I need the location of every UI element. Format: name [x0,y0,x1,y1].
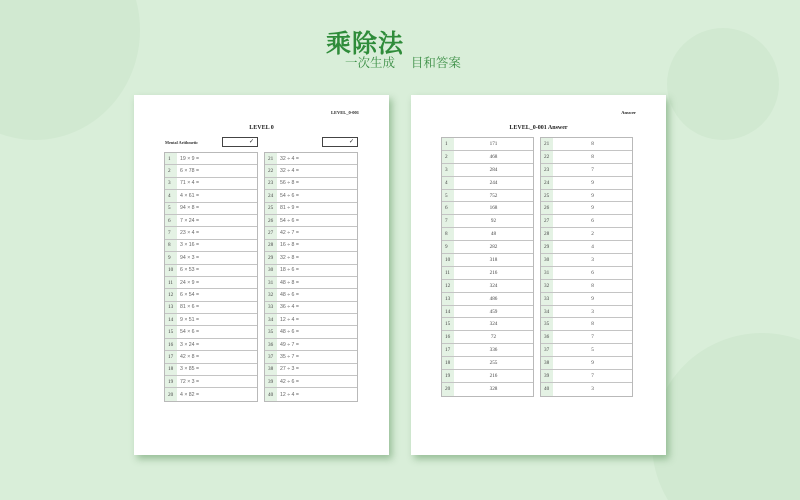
item-number: 15 [442,318,454,330]
item-number: 6 [442,202,454,214]
answer-value: 48 [490,231,497,238]
answer-value: 5 [591,347,594,354]
question-text: 49 ÷ 7 = [280,341,299,348]
answer-row [541,267,632,280]
item-number: 30 [541,254,553,266]
item-number: 26 [541,202,553,214]
question-row [165,388,257,400]
answer-row [442,215,533,228]
answer-row [442,357,533,370]
item-number: 13 [442,293,454,305]
answer-value: 6 [591,269,594,276]
item-number: 31 [541,267,553,279]
answer-value: 4 [591,244,594,251]
question-row [265,240,357,252]
question-text: 9 × 51 = [180,316,200,323]
question-row [165,364,257,376]
background-circle [652,333,800,500]
item-number: 30 [265,265,277,276]
item-number: 37 [265,351,277,362]
answer-row [442,383,533,396]
question-row [265,215,357,227]
answer-value: 9 [591,179,594,186]
question-row [265,203,357,215]
question-text: 18 ÷ 6 = [280,267,299,274]
item-number: 9 [442,241,454,253]
answer-value: 8 [591,282,594,289]
hero-title: 乘除法 [326,29,405,58]
answer-value: 3 [591,256,594,263]
item-number: 2 [165,165,177,176]
answer-value: 324 [489,282,498,289]
answer-row [541,254,632,267]
question-text: 94 × 8 = [180,205,200,212]
question-row [265,265,357,277]
item-number: 18 [165,364,177,375]
question-row [165,252,257,264]
question-row [165,190,257,202]
item-number: 40 [265,388,277,400]
question-text: 23 × 4 = [180,230,200,237]
item-number: 35 [541,318,553,330]
background-circle [667,28,779,140]
answer-title: LEVEL_0-001 Answer [509,125,568,131]
item-number: 1 [442,138,454,150]
item-number: 19 [165,376,177,387]
answer-row [541,383,632,396]
item-number: 14 [165,314,177,325]
answer-row [442,164,533,177]
item-number: 4 [442,177,454,189]
question-column-left [164,152,258,402]
question-row [165,277,257,289]
question-row [265,364,357,376]
item-number: 27 [541,215,553,227]
answer-value: 9 [591,360,594,367]
answer-value: 9 [591,295,594,302]
answer-value: 6 [591,218,594,225]
answer-value: 2 [591,231,594,238]
answer-row [541,318,632,331]
answer-row [442,293,533,306]
answer-row [541,344,632,357]
item-number: 34 [541,306,553,318]
item-number: 39 [265,376,277,387]
question-row [265,302,357,314]
answer-value: 318 [489,256,498,263]
item-number: 3 [165,178,177,189]
item-number: 5 [442,190,454,202]
item-number: 8 [442,228,454,240]
item-number: 35 [265,326,277,337]
mental-arithmetic-label: Mental Arithmetic [165,140,199,145]
answer-value: 752 [489,192,498,199]
worksheet-page [134,95,389,455]
item-number: 7 [165,227,177,238]
answer-row [442,370,533,383]
answer-value: 468 [489,153,498,160]
question-column-right [264,152,358,402]
answer-row [442,344,533,357]
item-number: 3 [442,164,454,176]
question-row [265,190,357,202]
question-text: 32 ÷ 4 = [280,155,299,162]
question-row [165,289,257,301]
question-text: 36 ÷ 4 = [280,304,299,311]
question-text: 3 × 85 = [180,366,200,373]
answer-row [442,254,533,267]
item-number: 17 [165,351,177,362]
question-text: 4 × 61 = [180,192,200,199]
answer-value: 284 [489,166,498,173]
item-number: 2 [442,151,454,163]
question-text: 12 ÷ 4 = [280,391,299,398]
item-number: 4 [165,190,177,201]
question-text: 12 ÷ 4 = [280,316,299,323]
answer-row [442,138,533,151]
answer-row [442,151,533,164]
question-text: 19 × 9 = [180,155,200,162]
answer-row [541,241,632,254]
answer-value: 8 [591,153,594,160]
answer-row [442,306,533,319]
answer-row [442,241,533,254]
question-row [165,153,257,165]
item-number: 32 [265,289,277,300]
item-number: 37 [541,344,553,356]
check-box[interactable] [222,137,258,147]
question-text: 42 ÷ 6 = [280,378,299,385]
answer-row [442,202,533,215]
answer-row [541,370,632,383]
item-number: 10 [165,265,177,276]
item-number: 26 [265,215,277,226]
answer-row [541,306,632,319]
question-row [165,326,257,338]
answer-row [442,267,533,280]
question-row [265,277,357,289]
answer-row [442,280,533,293]
item-number: 1 [165,153,177,164]
question-row [265,153,357,165]
answer-value: 9 [591,192,594,199]
item-number: 24 [541,177,553,189]
item-number: 38 [541,357,553,369]
item-number: 12 [165,289,177,300]
answer-value: 72 [490,334,497,341]
question-text: 6 × 54 = [180,291,200,298]
answer-row [541,293,632,306]
question-row [165,215,257,227]
question-row [265,326,357,338]
question-row [165,227,257,239]
answer-value: 216 [489,372,498,379]
answer-row [442,318,533,331]
item-number: 16 [442,331,454,343]
item-number: 33 [541,293,553,305]
checkmark-icon: ✓ [348,139,354,145]
question-text: 54 ÷ 6 = [280,217,299,224]
answer-row [541,138,632,151]
question-row [165,265,257,277]
answer-row [541,228,632,241]
item-number: 22 [265,165,277,176]
question-text: 42 ÷ 7 = [280,230,299,237]
question-text: 3 × 16 = [180,242,200,249]
answer-row [541,151,632,164]
question-row [265,227,357,239]
item-number: 21 [541,138,553,150]
question-text: 32 ÷ 4 = [280,168,299,175]
answer-value: 3 [591,386,594,393]
item-number: 21 [265,153,277,164]
worksheet-id: LEVEL_0-001 [330,110,359,115]
answer-row [541,164,632,177]
item-number: 23 [265,178,277,189]
answer-row [541,177,632,190]
item-number: 13 [165,302,177,313]
item-number: 24 [265,190,277,201]
question-row [265,178,357,190]
question-row [165,165,257,177]
worksheet-title: LEVEL 0 [249,125,274,131]
answer-row [541,190,632,203]
answer-row [541,357,632,370]
item-number: 40 [541,383,553,396]
item-number: 20 [165,388,177,400]
answer-value: 244 [489,179,498,186]
question-text: 6 × 78 = [180,168,200,175]
item-number: 36 [265,339,277,350]
item-number: 6 [165,215,177,226]
answer-column-left [441,137,534,397]
question-row [165,339,257,351]
question-row [165,203,257,215]
question-text: 7 × 24 = [180,217,200,224]
answer-value: 255 [489,360,498,367]
answer-value: 282 [489,244,498,251]
item-number: 20 [442,383,454,396]
question-row [265,376,357,388]
item-number: 28 [265,240,277,251]
question-row [265,314,357,326]
item-number: 33 [265,302,277,313]
question-text: 32 ÷ 8 = [280,254,299,261]
question-text: 56 ÷ 8 = [280,180,299,187]
question-text: 71 × 4 = [180,180,200,187]
item-number: 9 [165,252,177,263]
question-row [165,376,257,388]
answer-column-right [540,137,633,397]
answer-value: 336 [489,347,498,354]
item-number: 8 [165,240,177,251]
question-text: 81 × 6 = [180,304,200,311]
question-text: 4 × 82 = [180,391,200,398]
answer-value: 8 [591,140,594,147]
answer-value: 9 [591,205,594,212]
question-row [265,339,357,351]
question-text: 94 × 3 = [180,254,200,261]
answer-row [541,280,632,293]
answer-value: 459 [489,308,498,315]
answer-row [442,331,533,344]
item-number: 14 [442,306,454,318]
answer-row [442,228,533,241]
question-text: 6 × 53 = [180,267,200,274]
answer-value: 7 [591,334,594,341]
question-row [265,351,357,363]
question-text: 72 × 3 = [180,378,200,385]
item-number: 34 [265,314,277,325]
answer-page [411,95,666,455]
answer-label: Answer [621,110,636,115]
answer-row [541,202,632,215]
question-row [165,314,257,326]
item-number: 27 [265,227,277,238]
question-row [265,252,357,264]
answer-value: 486 [489,295,498,302]
answer-value: 92 [490,218,497,225]
question-text: 42 × 8 = [180,353,200,360]
item-number: 7 [442,215,454,227]
question-row [165,240,257,252]
answer-value: 216 [489,269,498,276]
question-text: 48 ÷ 8 = [280,279,299,286]
question-row [265,289,357,301]
question-text: 16 ÷ 8 = [280,242,299,249]
answer-value: 7 [591,166,594,173]
answer-row [442,177,533,190]
answer-value: 8 [591,321,594,328]
item-number: 31 [265,277,277,288]
answer-value: 168 [489,205,498,212]
item-number: 16 [165,339,177,350]
item-number: 28 [541,228,553,240]
answer-value: 328 [489,386,498,393]
question-text: 24 × 9 = [180,279,200,286]
question-row [165,178,257,190]
item-number: 18 [442,357,454,369]
answer-row [541,331,632,344]
item-number: 39 [541,370,553,382]
question-text: 48 ÷ 6 = [280,329,299,336]
item-number: 25 [541,190,553,202]
item-number: 12 [442,280,454,292]
question-text: 27 ÷ 3 = [280,366,299,373]
question-text: 54 × 6 = [180,329,200,336]
item-number: 17 [442,344,454,356]
question-row [165,302,257,314]
question-row [165,351,257,363]
item-number: 5 [165,203,177,214]
background-circle [0,0,140,140]
item-number: 22 [541,151,553,163]
item-number: 29 [265,252,277,263]
question-text: 35 ÷ 7 = [280,353,299,360]
question-text: 3 × 24 = [180,341,200,348]
item-number: 25 [265,203,277,214]
item-number: 32 [541,280,553,292]
item-number: 38 [265,364,277,375]
question-text: 54 ÷ 6 = [280,192,299,199]
answer-row [541,215,632,228]
answer-value: 171 [489,140,498,147]
item-number: 10 [442,254,454,266]
hero-subtitle: 一次生成 目和答案 [345,55,461,70]
answer-value: 3 [591,308,594,315]
question-text: 48 ÷ 6 = [280,291,299,298]
answer-value: 324 [489,321,498,328]
question-row [265,165,357,177]
item-number: 15 [165,326,177,337]
answer-value: 7 [591,372,594,379]
item-number: 11 [165,277,177,288]
item-number: 36 [541,331,553,343]
item-number: 29 [541,241,553,253]
question-row [265,388,357,400]
checkmark-icon: ✓ [248,139,254,145]
check-box[interactable] [322,137,358,147]
item-number: 23 [541,164,553,176]
question-text: 81 ÷ 9 = [280,205,299,212]
answer-row [442,190,533,203]
item-number: 19 [442,370,454,382]
item-number: 11 [442,267,454,279]
